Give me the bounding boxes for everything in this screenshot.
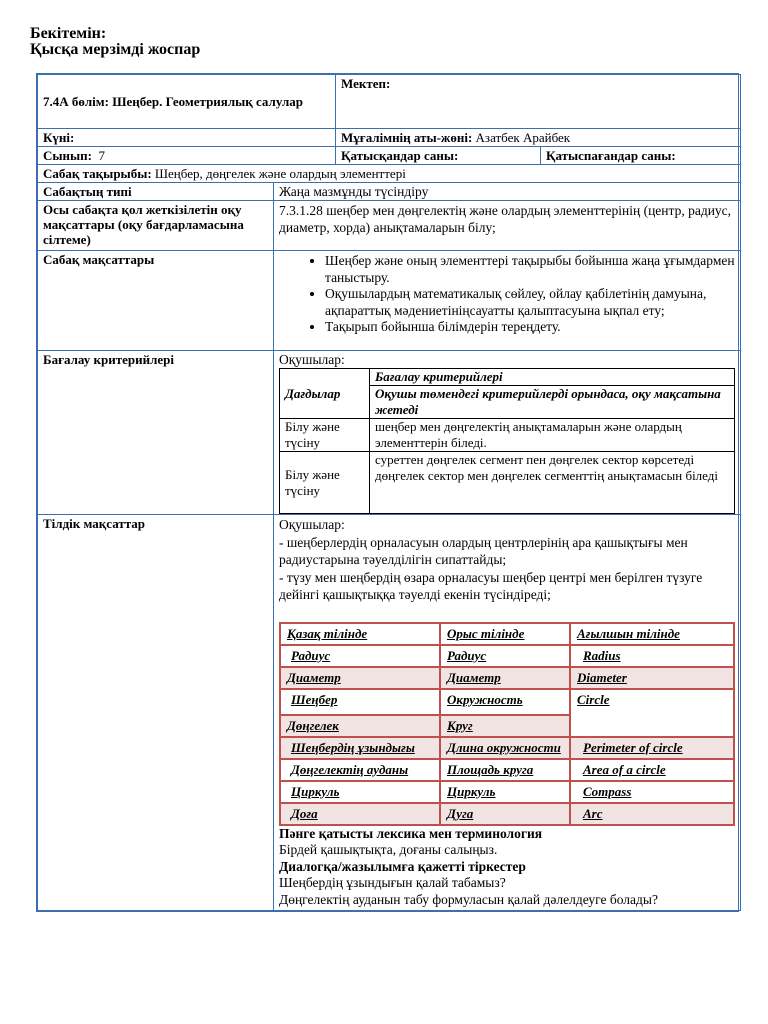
vocab-term-russian: Дуга [440, 803, 570, 825]
class-value: 7 [98, 148, 105, 163]
absent-label: Қатыспағандар саны: [541, 147, 741, 165]
vocab-term-english: Arc [570, 803, 734, 825]
skill-cell: Білу және түсіну [280, 419, 370, 452]
language-goals-label: Тілдік мақсаттар [38, 515, 274, 911]
language-intro: Оқушылар: [279, 517, 345, 532]
document-title: Қысқа мерзімді жоспар [30, 41, 201, 58]
vocab-term-kazakh: Дөңгелек [280, 715, 440, 737]
criteria-table [279, 368, 735, 514]
vocabulary-table [279, 622, 735, 826]
vocab-term-kazakh: Шеңбердің ұзындығы [280, 737, 440, 759]
learning-goals-label: Осы сабақта қол жеткізілетін оқу мақсаттары (оқу бағдарламасына сілтеме) [38, 201, 274, 251]
class-label: Сынып: [43, 148, 92, 163]
vocab-term-english: Diameter [570, 667, 734, 689]
lesson-type-value: Жаңа мазмұнды түсіндіру [274, 183, 741, 201]
criteria-intro: Оқушылар: [279, 352, 345, 367]
vocab-term-kazakh: Радиус [280, 645, 440, 667]
teacher-name: Азатбек Арайбек [475, 130, 571, 145]
vocab-term-kazakh: Циркуль [280, 781, 440, 803]
criteria-subheader: Оқушы төмендегі критерийлерді орындаса, оқу мақсатына жетеді [370, 386, 735, 419]
vocab-term-english: Circle [570, 689, 734, 737]
topic-value: Шеңбер, дөңгелек және олардың элементтері [154, 166, 406, 181]
vocab-term-russian: Циркуль [440, 781, 570, 803]
vocab-term-kazakh: Доға [280, 803, 440, 825]
school-label: Мектеп: [336, 75, 741, 129]
teacher-label: Мұғалімнің аты-жөні: [341, 130, 473, 145]
teacher-cell [336, 129, 741, 147]
vocab-term-english: Radius [570, 645, 734, 667]
objective-item: • Тақырып бойынша білімдерін тереңдету. [325, 319, 735, 336]
learning-goals-value: 7.3.1.28 шеңбер мен дөңгелектің және олардың элементтерінің (центр, радиус, диаметр, хорда) анықтамаларын білу; [274, 201, 741, 251]
objectives-list [279, 253, 735, 336]
vocab-term-kazakh: Дөңгелектің ауданы [280, 759, 440, 781]
criteria-header: Бағалау критерийлері [370, 369, 735, 386]
language-goals-cell [274, 515, 741, 911]
vocab-term-english: Perimeter of circle [570, 737, 734, 759]
skills-header: Дағдылар [280, 369, 370, 419]
vocab-term-russian: Радиус [440, 645, 570, 667]
vocab-term-russian: Площадь круга [440, 759, 570, 781]
vocab-header-english: Ағылшын тілінде [570, 623, 734, 645]
vocab-term-english: Compass [570, 781, 734, 803]
present-label: Қатысқандар саны: [336, 147, 541, 165]
lesson-type-label: Сабақтың типі [38, 183, 274, 201]
vocab-term-russian: Окружность [440, 689, 570, 715]
date-label: Күні: [38, 129, 336, 147]
objectives-cell [274, 251, 741, 351]
topic-label: Сабақ тақырыбы: [43, 166, 152, 181]
objective-item: • Оқушылардың математикалық сөйлеу, ойлау қабілетінің дамуына, ақпараттық мәдениетініңсауатты қалыптасуына ықпал ету; [325, 286, 735, 319]
phrases-title: Диалогқа/жазылымға қажетті тіркестер [279, 858, 526, 874]
phrase-line: Дөңгелектің ауданын табу формуласын қалай дәлелдеуге болады? [279, 891, 658, 907]
vocab-term-english: Area of a circle [570, 759, 734, 781]
skill-cell: Білу және түсіну [280, 452, 370, 514]
document-header [30, 26, 200, 58]
vocab-term-russian: Диаметр [440, 667, 570, 689]
criterion-cell: шеңбер мен дөңгелектің анықтамаларын және олардың элементтерін біледі. [370, 419, 735, 452]
objective-item: • Шеңбер және оның элементтері тақырыбы бойынша жаңа ұғымдармен таныстыру. [325, 253, 735, 286]
topic-cell [38, 165, 741, 183]
lexicon-text: Бірдей қашықтықта, доғаны салыңыз. [279, 842, 498, 857]
class-cell [38, 147, 336, 165]
language-goal-line: - шеңберлердің орналасуын олардың центрлерінің ара қашықтығы мен радиустарына тәуелділігін сипаттайды; [279, 534, 688, 567]
objectives-label: Сабақ мақсаттары [38, 251, 274, 351]
vocab-term-russian: Длина окружности [440, 737, 570, 759]
vocab-term-kazakh: Шеңбер [280, 689, 440, 715]
criterion-cell: суреттен дөңгелек сегмент пен дөңгелек сектор көрсетеді дөңгелек сектор мен дөңгелек сегменттің анықтамасын біледі [370, 452, 735, 514]
criteria-cell [274, 351, 741, 515]
section-title: 7.4А бөлім: Шеңбер. Геометриялық салулар [38, 75, 336, 129]
vocab-term-kazakh: Диаметр [280, 667, 440, 689]
language-goal-line: - түзу мен шеңбердің өзара орналасуы шеңбер центрі мен берілген түзуге дейінгі қашықтыққа тәуелді екенін түсіндіреді; [279, 569, 703, 602]
lexicon-title: Пәнге қатысты лексика мен терминология [279, 825, 543, 841]
phrase-line: Шеңбердің ұзындығын қалай табамыз? [279, 875, 506, 890]
vocab-header-kazakh: Қазақ тілінде [280, 623, 440, 645]
vocab-term-russian: Круг [440, 715, 570, 737]
lesson-plan-table [36, 73, 739, 912]
approved-label: Бекітемін: [30, 25, 107, 42]
criteria-label: Бағалау критерийлері [38, 351, 274, 515]
vocab-header-russian: Орыс тілінде [440, 623, 570, 645]
